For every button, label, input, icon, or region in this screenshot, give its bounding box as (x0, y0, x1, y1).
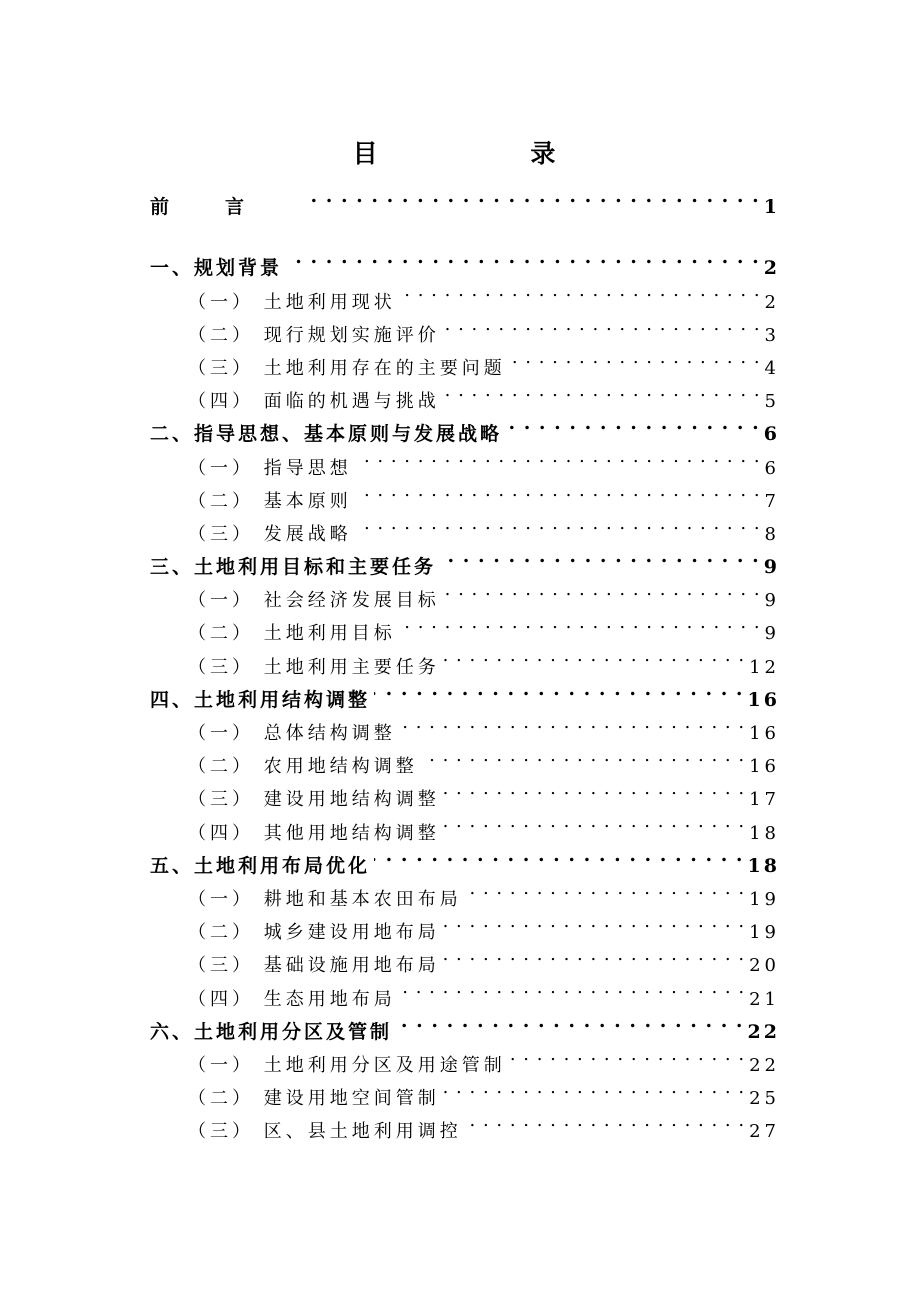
toc-entry-label: （一） 指导思想 (188, 457, 352, 479)
toc-entry-label: 前言 (150, 196, 301, 219)
toc-entry-label: （三） 区、县土地利用调控 (188, 1121, 462, 1143)
toc-entry-label: （二） 基本原则 (188, 490, 352, 512)
toc-entry-label: （二） 城乡建设用地布局 (188, 922, 440, 944)
dot-leader (506, 407, 760, 440)
dot-leader (440, 540, 760, 573)
toc-entry-label: （一） 耕地和基本农田布局 (188, 888, 462, 910)
toc-sections (150, 241, 780, 1143)
toc-entry-label: （三） 土地利用存在的主要问题 (188, 357, 506, 379)
toc-entry-label: （三） 土地利用主要任务 (188, 656, 440, 678)
toc-entry-page: 1 (763, 196, 780, 219)
toc-entry-label: 二、指导思想、基本原则与发展战略 (150, 423, 503, 446)
toc-entry-page: 19 (749, 888, 780, 910)
dot-leader (466, 1104, 745, 1137)
toc-entry-page: 16 (749, 723, 780, 744)
toc-entry-page: 22 (749, 1054, 780, 1076)
dot-leader (422, 739, 745, 772)
toc-entry-label: 一、规划背景 (150, 257, 283, 280)
toc-entry-page: 18 (749, 822, 780, 844)
toc-entry-page: 4 (764, 357, 780, 379)
dot-leader (510, 1038, 745, 1071)
toc-entry-page: 7 (764, 490, 780, 512)
dot-leader (444, 639, 745, 672)
dot-leader (374, 673, 744, 706)
toc-entry-label: （二） 建设用地空间管制 (188, 1088, 440, 1110)
toc-entry-page: 6 (763, 423, 780, 446)
dot-leader (444, 573, 761, 606)
toc-entry-page: 17 (749, 789, 780, 811)
toc-entry-page: 3 (764, 324, 780, 346)
toc-entry-page: 20 (749, 955, 780, 977)
dot-leader (444, 308, 761, 341)
dot-leader (444, 1071, 745, 1104)
dot-leader (396, 1005, 744, 1038)
toc-entry-label: 五、土地利用布局优化 (150, 854, 371, 877)
toc-entry-label: 六、土地利用分区及管制 (150, 1020, 393, 1043)
dot-leader (356, 474, 761, 507)
toc-entry-label: （一） 社会经济发展目标 (188, 590, 440, 612)
toc-entry-label: （一） 土地利用现状 (188, 291, 396, 313)
toc-entry-label: （四） 面临的机遇与挑战 (188, 391, 440, 413)
toc-entry-page: 9 (763, 556, 780, 579)
table-of-contents (150, 180, 780, 1143)
toc-entry-page: 6 (764, 457, 780, 479)
toc-section[interactable] (150, 241, 780, 280)
toc-entry-page: 16 (747, 688, 780, 711)
dot-leader (510, 341, 761, 374)
toc-entry-label: （二） 现行规划实施评价 (188, 324, 440, 346)
dot-leader (466, 872, 745, 905)
dot-leader (444, 772, 745, 805)
dot-leader (400, 971, 745, 1004)
toc-entry-label: 四、土地利用结构调整 (150, 688, 371, 711)
toc-entry-label: （三） 基础设施用地布局 (188, 955, 440, 977)
toc-entry-page: 12 (749, 656, 780, 678)
toc-entry-label: （四） 其他用地结构调整 (188, 822, 440, 844)
dot-leader (444, 905, 745, 938)
toc-entry-page: 9 (764, 623, 780, 645)
dot-leader (444, 805, 745, 838)
dot-leader (374, 839, 744, 872)
toc-entry-page: 18 (747, 854, 780, 877)
toc-entry-page: 2 (764, 291, 780, 313)
toc-entry-label: （四） 生态用地布局 (188, 988, 396, 1010)
toc-entry-page: 5 (764, 391, 780, 413)
toc-entry-label: 三、土地利用目标和主要任务 (150, 556, 437, 579)
dot-leader (400, 274, 761, 307)
toc-entry-label: （二） 农用地结构调整 (188, 756, 418, 778)
toc-entry-page: 22 (747, 1020, 780, 1043)
dot-leader (400, 706, 745, 739)
dot-leader (286, 241, 760, 274)
toc-entry-label: （三） 建设用地结构调整 (188, 789, 440, 811)
toc-entry-page: 19 (749, 922, 780, 944)
dot-leader (400, 606, 761, 639)
toc-entry-page: 9 (764, 590, 780, 612)
toc-entry-label: （二） 土地利用目标 (188, 623, 396, 645)
toc-title: 目 录 (352, 139, 628, 168)
dot-leader (356, 440, 761, 473)
dot-leader (304, 180, 760, 213)
toc-entry-page: 25 (749, 1088, 780, 1110)
dot-leader (444, 374, 761, 407)
toc-entry-page: 27 (749, 1121, 780, 1143)
dot-leader (444, 938, 745, 971)
toc-entry-label: （三） 发展战略 (188, 523, 352, 545)
toc-entry-label: （一） 总体结构调整 (188, 723, 396, 744)
toc-entry-preface[interactable] (150, 180, 780, 219)
toc-entry-page: 21 (749, 988, 780, 1010)
toc-entry-page: 8 (764, 523, 780, 545)
toc-entry-page: 16 (749, 756, 780, 778)
dot-leader (356, 507, 761, 540)
toc-entry-label: （一） 土地利用分区及用途管制 (188, 1054, 506, 1076)
toc-entry-page: 2 (763, 257, 780, 280)
